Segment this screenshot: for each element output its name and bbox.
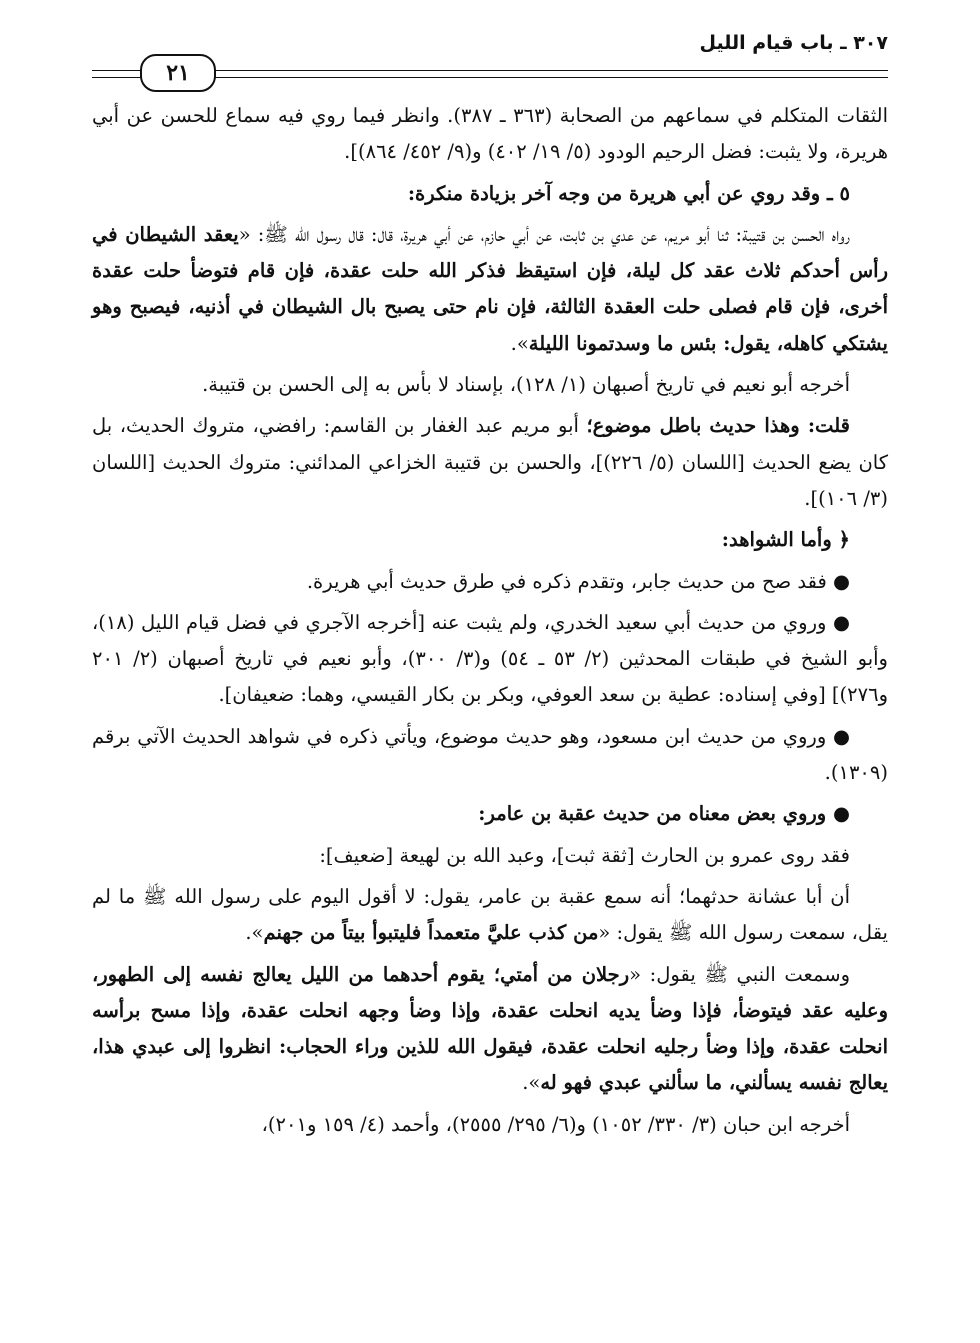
paragraph	[92, 98, 888, 171]
bold-text: ٥ ـ وقد روي عن أبي هريرة من وجه آخر بزيادة منكرة:	[407, 181, 850, 205]
text-span: أن أبا عشانة حدثهما؛ أنه سمع عقبة بن عامر، يقول: لا أقول اليوم على رسول الله ﷺ ما لم يقل، سمعت رسول الله ﷺ يقول: «	[92, 884, 888, 945]
bold-text: قلت: وهذا حديث باطل موضوع؛	[586, 414, 850, 438]
paragraph	[92, 879, 888, 952]
page-number-badge	[140, 54, 216, 92]
text-span: ».	[245, 921, 264, 945]
text-span: ● وروي من حديث ابن مسعود، وهو حديث موضوع، ويأتي ذكره في شواهد الحديث الآتي برقم (١٣٠٩).	[92, 724, 888, 785]
bold-text: ● وروي بعض معناه من حديث عقبة بن عامر:	[478, 802, 850, 826]
text-span: ● وروي من حديث أبي سعيد الخدري، ولم يثبت عنه [أخرجه الآجري في فضل قيام الليل (١٨)، وأبو الشيخ في طبقات المحدثين (٢/ ٥٣ ـ ٥٤) و(٣/ ٣٠٠)، وأبو نعيم في تاريخ أصبهان (٢/ ٢٠١ و٢٧٦)] [وفي إسناده: عطية بن سعد العوفي، وبكر بن بكار القيسي، وهما: ضعيفان].	[92, 610, 888, 707]
paragraph	[92, 838, 888, 874]
text-span: رواه الحسن بن قتيبة: ثنا أبو مريم، عن عدي بن ثابت، عن أبي حازم، عن أبي هريرة، قال: قال رسول الله ﷺ: «	[238, 222, 850, 246]
text-span: الثقات المتكلم في سماعهم من الصحابة (٣٦٣ ـ ٣٨٧). وانظر فيما روي فيه سماع للحسن عن أبي هريرة، ولا يثبت: فضل الرحيم الودود (٥/ ١٩/ ٤٠٢) و(٩/ ٤٥٢/ ٨٦٤)].	[92, 104, 888, 164]
paragraph	[92, 217, 888, 362]
page-number: ٢١	[166, 60, 190, 86]
text-span: أخرجه أبو نعيم في تاريخ أصبهان (١/ ١٢٨)، بإسناد لا بأس به إلى الحسن بن قتيبة.	[202, 373, 850, 397]
page-body	[92, 98, 888, 1148]
paragraph	[92, 796, 888, 832]
text-span: أبو مريم عبد الغفار بن القاسم: رافضي، متروك الحديث، بل كان يضع الحديث [اللسان (٥/ ٢٢٦)]، والحسن بن قتيبة الخزاعي المدائني: متروك الحديث [اللسان (٣/ ١٠٦)].	[92, 414, 888, 510]
text-span: أخرجه ابن حبان (٣/ ٣٣٠/ ١٠٥٢) و(٦/ ٢٩٥/ ٢٥٥٥)، وأحمد (٤/ ١٥٩ و٢٠١)،	[261, 1112, 850, 1136]
text-span: ● فقد صح من حديث جابر، وتقدم ذكره في طرق حديث أبي هريرة.	[306, 569, 850, 593]
page-header	[92, 28, 888, 88]
bold-text: ﴿ وأما الشواهد:	[721, 528, 850, 552]
text-span: فقد روى عمرو بن الحارث [ثقة ثبت]، وعبد الله بن لهيعة [ضعيف]:	[319, 843, 850, 867]
bold-text: من كذب عليَّ متعمداً فليتبوأ بيتاً من جهنم	[263, 921, 599, 945]
paragraph	[92, 522, 888, 558]
text-span: ».	[510, 331, 529, 355]
paragraph	[92, 957, 888, 1102]
paragraph	[92, 176, 888, 212]
paragraph	[92, 1107, 888, 1143]
paragraph	[92, 564, 888, 600]
paragraph	[92, 367, 888, 403]
paragraph	[92, 605, 888, 714]
bold-text: يعقد الشيطان في رأس أحدكم ثلاث عقد كل ليلة، فإن استيقظ فذكر الله حلت عقدة، فإن قام فتوضأ حلت عقدة أخرى، فإن قام فصلى حلت العقدة الثالثة، فإن نام حتى يصبح بال الشيطان في أذنيه، فيصبح وهو يشتكي كاهله، يقول: بئس ما وسدتمونا الليلة	[92, 222, 888, 355]
chapter-title: ٣٠٧ ـ باب قيام الليل	[699, 32, 888, 54]
text-span: ».	[522, 1071, 541, 1095]
bold-text: رجلان من أمتي؛ يقوم أحدهما من الليل يعالج نفسه إلى الطهور، وعليه عقد فيتوضأ، فإذا وضأ يديه انحلت عقدة، وإذا وضأ وجهه انحلت عقدة، وإذا مسح برأسه انحلت عقدة، وإذا وضأ رجليه انحلت عقدة، فيقول الله للذين وراء الحجاب: انظروا إلى عبدي هذا، يعالج نفسه يسألني، ما سألني عبدي فهو له	[92, 962, 888, 1095]
paragraph	[92, 719, 888, 792]
text-span: وسمعت النبي ﷺ يقول: «	[629, 962, 850, 986]
paragraph	[92, 408, 888, 517]
